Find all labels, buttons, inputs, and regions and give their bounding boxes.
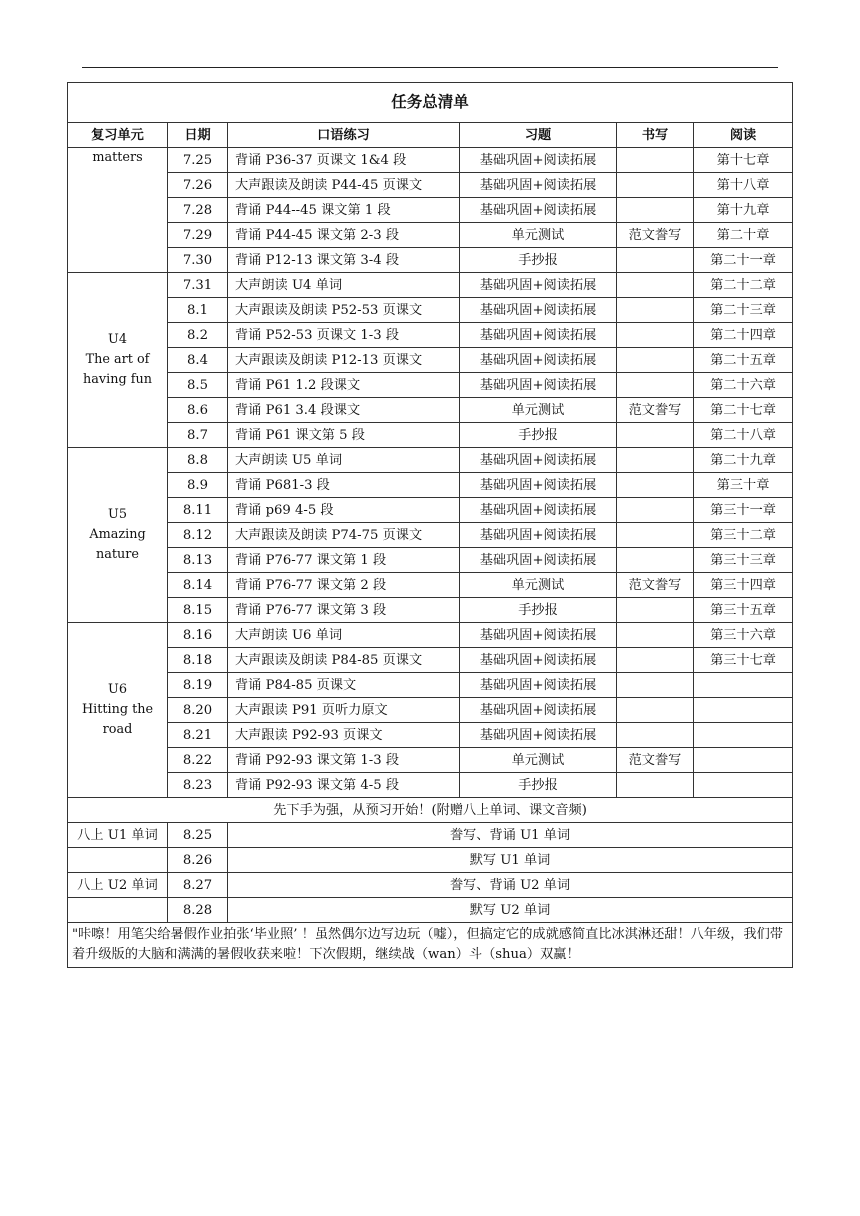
table-row xyxy=(68,748,793,773)
preview-date-cell: 8.25 xyxy=(168,823,228,848)
unit-cell xyxy=(68,448,168,623)
date-cell: 7.30 xyxy=(168,248,228,273)
unit-label-line: The art of xyxy=(85,352,150,367)
date-cell: 8.22 xyxy=(168,748,228,773)
oral-cell: 背诵 P44-45 课文第 2-3 段 xyxy=(228,223,460,248)
writing-cell xyxy=(617,698,694,723)
preview-unit-cell: 八上 U2 单词 xyxy=(68,873,168,898)
oral-cell: 大声朗读 U6 单词 xyxy=(228,623,460,648)
oral-cell: 背诵 P61 3.4 段课文 xyxy=(228,398,460,423)
task-table xyxy=(67,82,793,968)
writing-cell xyxy=(617,348,694,373)
exercise-cell: 手抄报 xyxy=(460,773,617,798)
date-cell: 8.23 xyxy=(168,773,228,798)
unit-label-line: U6 xyxy=(108,682,127,697)
table-row xyxy=(68,648,793,673)
date-cell: 8.11 xyxy=(168,498,228,523)
unit-label-line: having fun xyxy=(83,372,152,387)
writing-cell xyxy=(617,773,694,798)
writing-cell: 范文誊写 xyxy=(617,573,694,598)
table-row xyxy=(68,623,793,648)
col-header-unit: 复习单元 xyxy=(68,123,168,148)
exercise-cell: 基础巩固+阅读拓展 xyxy=(460,523,617,548)
exercise-cell: 基础巩固+阅读拓展 xyxy=(460,648,617,673)
unit-cell xyxy=(68,623,168,798)
exercise-cell: 基础巩固+阅读拓展 xyxy=(460,323,617,348)
writing-cell xyxy=(617,148,694,173)
table-row xyxy=(68,248,793,273)
writing-cell xyxy=(617,173,694,198)
oral-cell: 背诵 P12-13 课文第 3-4 段 xyxy=(228,248,460,273)
oral-cell: 大声跟读及朗读 P52-53 页课文 xyxy=(228,298,460,323)
date-cell: 8.18 xyxy=(168,648,228,673)
col-header-date: 日期 xyxy=(168,123,228,148)
table-row xyxy=(68,148,793,173)
preview-date-cell: 8.27 xyxy=(168,873,228,898)
table-row xyxy=(68,523,793,548)
reading-cell: 第十七章 xyxy=(694,148,793,173)
exercise-cell: 基础巩固+阅读拓展 xyxy=(460,698,617,723)
col-header-oral: 口语练习 xyxy=(228,123,460,148)
exercise-cell: 基础巩固+阅读拓展 xyxy=(460,498,617,523)
table-row xyxy=(68,423,793,448)
oral-cell: 背诵 P681-3 段 xyxy=(228,473,460,498)
reading-cell: 第三十三章 xyxy=(694,548,793,573)
date-cell: 7.25 xyxy=(168,148,228,173)
oral-cell: 背诵 P52-53 页课文 1-3 段 xyxy=(228,323,460,348)
writing-cell: 范文誊写 xyxy=(617,748,694,773)
reading-cell: 第二十五章 xyxy=(694,348,793,373)
preview-task-cell: 誊写、背诵 U1 单词 xyxy=(228,823,793,848)
reading-cell: 第十八章 xyxy=(694,173,793,198)
oral-cell: 背诵 P92-93 课文第 1-3 段 xyxy=(228,748,460,773)
writing-cell xyxy=(617,423,694,448)
preview-task-cell: 誊写、背诵 U2 单词 xyxy=(228,873,793,898)
banner-row xyxy=(68,798,793,823)
reading-cell: 第十九章 xyxy=(694,198,793,223)
reading-cell: 第三十一章 xyxy=(694,498,793,523)
reading-cell xyxy=(694,673,793,698)
unit-label-line: road xyxy=(102,722,133,737)
oral-cell: 背诵 p69 4-5 段 xyxy=(228,498,460,523)
writing-cell xyxy=(617,598,694,623)
table-row xyxy=(68,198,793,223)
oral-cell: 大声朗读 U5 单词 xyxy=(228,448,460,473)
writing-cell xyxy=(617,273,694,298)
date-cell: 8.14 xyxy=(168,573,228,598)
date-cell: 7.28 xyxy=(168,198,228,223)
exercise-cell: 单元测试 xyxy=(460,398,617,423)
top-rule xyxy=(82,67,778,68)
oral-cell: 大声跟读及朗读 P84-85 页课文 xyxy=(228,648,460,673)
unit-label-line: nature xyxy=(96,547,139,562)
preview-row xyxy=(68,898,793,923)
oral-cell: 背诵 P76-77 课文第 3 段 xyxy=(228,598,460,623)
exercise-cell: 单元测试 xyxy=(460,223,617,248)
exercise-cell: 基础巩固+阅读拓展 xyxy=(460,448,617,473)
reading-cell: 第二十九章 xyxy=(694,448,793,473)
oral-cell: 背诵 P36-37 页课文 1&4 段 xyxy=(228,148,460,173)
preview-unit-cell xyxy=(68,898,168,923)
col-header-writing: 书写 xyxy=(617,123,694,148)
writing-cell xyxy=(617,298,694,323)
writing-cell xyxy=(617,523,694,548)
preview-unit-cell xyxy=(68,848,168,873)
table-row xyxy=(68,373,793,398)
oral-cell: 大声跟读及朗读 P44-45 页课文 xyxy=(228,173,460,198)
date-cell: 7.26 xyxy=(168,173,228,198)
table-row xyxy=(68,698,793,723)
oral-cell: 背诵 P76-77 课文第 1 段 xyxy=(228,548,460,573)
exercise-cell: 基础巩固+阅读拓展 xyxy=(460,548,617,573)
reading-cell: 第二十三章 xyxy=(694,298,793,323)
oral-cell: 大声跟读 P91 页听力原文 xyxy=(228,698,460,723)
date-cell: 8.16 xyxy=(168,623,228,648)
reading-cell: 第二十六章 xyxy=(694,373,793,398)
table-row xyxy=(68,398,793,423)
reading-cell: 第二十章 xyxy=(694,223,793,248)
oral-cell: 大声跟读及朗读 P74-75 页课文 xyxy=(228,523,460,548)
unit-label-line: matters xyxy=(92,150,143,165)
reading-cell: 第三十六章 xyxy=(694,623,793,648)
writing-cell xyxy=(617,473,694,498)
preview-unit-cell: 八上 U1 单词 xyxy=(68,823,168,848)
table-row xyxy=(68,223,793,248)
reading-cell xyxy=(694,723,793,748)
exercise-cell: 基础巩固+阅读拓展 xyxy=(460,473,617,498)
reading-cell: 第三十五章 xyxy=(694,598,793,623)
writing-cell: 范文誊写 xyxy=(617,398,694,423)
table-row xyxy=(68,548,793,573)
reading-cell: 第三十七章 xyxy=(694,648,793,673)
col-header-reading: 阅读 xyxy=(694,123,793,148)
oral-cell: 大声朗读 U4 单词 xyxy=(228,273,460,298)
table-title: 任务总清单 xyxy=(68,83,793,123)
writing-cell xyxy=(617,498,694,523)
exercise-cell: 基础巩固+阅读拓展 xyxy=(460,273,617,298)
oral-cell: 大声跟读及朗读 P12-13 页课文 xyxy=(228,348,460,373)
oral-cell: 背诵 P44--45 课文第 1 段 xyxy=(228,198,460,223)
oral-cell: 背诵 P84-85 页课文 xyxy=(228,673,460,698)
date-cell: 8.19 xyxy=(168,673,228,698)
writing-cell xyxy=(617,248,694,273)
reading-cell: 第二十七章 xyxy=(694,398,793,423)
table-row xyxy=(68,498,793,523)
exercise-cell: 基础巩固+阅读拓展 xyxy=(460,623,617,648)
date-cell: 8.8 xyxy=(168,448,228,473)
preview-date-cell: 8.28 xyxy=(168,898,228,923)
writing-cell xyxy=(617,373,694,398)
date-cell: 8.2 xyxy=(168,323,228,348)
exercise-cell: 手抄报 xyxy=(460,248,617,273)
unit-label-line: U4 xyxy=(108,332,127,347)
table-row xyxy=(68,273,793,298)
reading-cell: 第二十八章 xyxy=(694,423,793,448)
preview-task-cell: 默写 U1 单词 xyxy=(228,848,793,873)
oral-cell: 背诵 P92-93 课文第 4-5 段 xyxy=(228,773,460,798)
date-cell: 8.5 xyxy=(168,373,228,398)
date-cell: 8.12 xyxy=(168,523,228,548)
footer-note: "咔嚓！用笔尖给暑假作业拍张‘毕业照’ ！虽然偶尔边写边玩（嘘），但搞定它的成就感简直比冰淇淋还甜！八年级，我们带着升级版的大脑和满满的暑假收获来啦！下次假期，继续战（wan）斗（shua）双赢！ xyxy=(68,923,793,968)
date-cell: 7.29 xyxy=(168,223,228,248)
reading-cell: 第二十四章 xyxy=(694,323,793,348)
date-cell: 7.31 xyxy=(168,273,228,298)
exercise-cell: 基础巩固+阅读拓展 xyxy=(460,673,617,698)
date-cell: 8.7 xyxy=(168,423,228,448)
oral-cell: 背诵 P61 课文第 5 段 xyxy=(228,423,460,448)
exercise-cell: 手抄报 xyxy=(460,423,617,448)
exercise-cell: 基础巩固+阅读拓展 xyxy=(460,173,617,198)
writing-cell xyxy=(617,723,694,748)
writing-cell xyxy=(617,648,694,673)
oral-cell: 背诵 P61 1.2 段课文 xyxy=(228,373,460,398)
exercise-cell: 基础巩固+阅读拓展 xyxy=(460,298,617,323)
table-row xyxy=(68,298,793,323)
exercise-cell: 基础巩固+阅读拓展 xyxy=(460,348,617,373)
unit-label-line: Amazing xyxy=(89,527,146,542)
date-cell: 8.15 xyxy=(168,598,228,623)
writing-cell xyxy=(617,448,694,473)
exercise-cell: 单元测试 xyxy=(460,748,617,773)
banner-cell: 先下手为强，从预习开始！(附赠八上单词、课文音频) xyxy=(68,798,793,823)
oral-cell: 背诵 P76-77 课文第 2 段 xyxy=(228,573,460,598)
table-row xyxy=(68,573,793,598)
reading-cell: 第三十章 xyxy=(694,473,793,498)
preview-row xyxy=(68,873,793,898)
date-cell: 8.6 xyxy=(168,398,228,423)
table-row xyxy=(68,723,793,748)
date-cell: 8.9 xyxy=(168,473,228,498)
preview-date-cell: 8.26 xyxy=(168,848,228,873)
table-row xyxy=(68,348,793,373)
preview-task-cell: 默写 U2 单词 xyxy=(228,898,793,923)
unit-label-line: Hitting the xyxy=(81,702,154,717)
writing-cell: 范文誊写 xyxy=(617,223,694,248)
writing-cell xyxy=(617,198,694,223)
writing-cell xyxy=(617,623,694,648)
unit-cell xyxy=(68,273,168,448)
exercise-cell: 基础巩固+阅读拓展 xyxy=(460,148,617,173)
reading-cell xyxy=(694,748,793,773)
date-cell: 8.1 xyxy=(168,298,228,323)
footer-row xyxy=(68,923,793,968)
table-row xyxy=(68,323,793,348)
table-row xyxy=(68,448,793,473)
writing-cell xyxy=(617,673,694,698)
reading-cell: 第三十四章 xyxy=(694,573,793,598)
preview-row xyxy=(68,848,793,873)
writing-cell xyxy=(617,548,694,573)
exercise-cell: 基础巩固+阅读拓展 xyxy=(460,373,617,398)
exercise-cell: 基础巩固+阅读拓展 xyxy=(460,198,617,223)
exercise-cell: 手抄报 xyxy=(460,598,617,623)
date-cell: 8.21 xyxy=(168,723,228,748)
reading-cell: 第三十二章 xyxy=(694,523,793,548)
header-row xyxy=(68,123,793,148)
date-cell: 8.20 xyxy=(168,698,228,723)
table-row xyxy=(68,173,793,198)
unit-label-line: U5 xyxy=(108,507,127,522)
exercise-cell: 基础巩固+阅读拓展 xyxy=(460,723,617,748)
preview-row xyxy=(68,823,793,848)
date-cell: 8.13 xyxy=(168,548,228,573)
exercise-cell: 单元测试 xyxy=(460,573,617,598)
table-row xyxy=(68,673,793,698)
table-row xyxy=(68,773,793,798)
date-cell: 8.4 xyxy=(168,348,228,373)
reading-cell: 第二十一章 xyxy=(694,248,793,273)
unit-cell xyxy=(68,148,168,273)
col-header-exercise: 习题 xyxy=(460,123,617,148)
oral-cell: 大声跟读 P92-93 页课文 xyxy=(228,723,460,748)
reading-cell xyxy=(694,698,793,723)
table-row xyxy=(68,473,793,498)
writing-cell xyxy=(617,323,694,348)
reading-cell: 第二十二章 xyxy=(694,273,793,298)
reading-cell xyxy=(694,773,793,798)
table-row xyxy=(68,598,793,623)
